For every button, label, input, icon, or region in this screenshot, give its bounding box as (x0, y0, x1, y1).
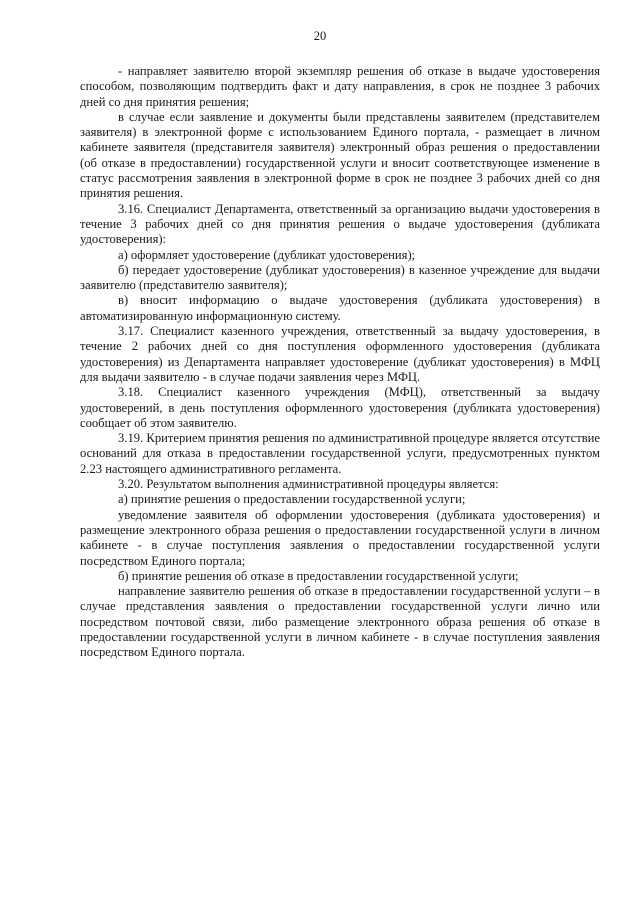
paragraph: 3.18. Специалист казенного учреждения (МФЦ), ответственный за выдачу удостоверений, в день поступления оформленного удостоверения (дубликата удостоверения) сообщает об этом заявителю. (80, 385, 600, 430)
paragraph: 3.17. Специалист казенного учреждения, ответственный за выдачу удостоверения, в течение 2 рабочих дней со дня поступления оформленного удостоверения (дубликата удостоверения) из Департамента направляет удостоверение (дубликат удостоверения) в МФЦ для выдачи заявителю - в случае подачи заявления через МФЦ. (80, 324, 600, 384)
paragraph: 3.16. Специалист Департамента, ответственный за организацию выдачи удостоверения в течение 3 рабочих дней со дня принятия решения о выдаче удостоверения (дубликата удостоверения): (80, 201, 600, 247)
paragraph: а) принятие решения о предоставлении государственной услуги; (118, 492, 466, 507)
paragraph: а) оформляет удостоверение (дубликат удостоверения); (118, 247, 416, 262)
paragraph: уведомление заявителя об оформлении удостоверения (дубликата удостоверения) и размещение электронного образа решения о предоставлении государственной услуги в личном кабинете - в случае поступления заявления о предоставлении государственной услуги посредством Единого портала; (80, 507, 600, 568)
document-body (80, 64, 600, 661)
paragraph: в) вносит информацию о выдаче удостоверения (дубликата удостоверения) в автоматизированную информационную систему. (80, 293, 600, 323)
paragraph: 3.19. Критерием принятия решения по административной процедуре является отсутствие оснований для отказа в предоставлении государственной услуги, предусмотренных пунктом 2.23 настоящего административного регламента. (80, 431, 600, 476)
page-number: 20 (313, 29, 327, 43)
paragraph: б) принятие решения об отказе в предоставлении государственной услуги; (118, 568, 519, 583)
paragraph: - направляет заявителю второй экземпляр решения об отказе в выдаче удостоверения способом, позволяющим подтвердить факт и дату направления, в срок не позднее 3 рабочих дней со дня принятия решения; (80, 64, 600, 109)
paragraph: направление заявителю решения об отказе в предоставлении государственной услуги – в случае представления заявления о предоставлении государственной услуги лично или посредством почтовой связи, либо размещение электронного образа решения об отказе в предоставлении государственной услуги в личном кабинете - в случае поступления заявления посредством Единого портала. (80, 584, 600, 660)
paragraph: в случае если заявление и документы были представлены заявителем (представителем заявителя) в электронной форме с использованием Единого портала, - размещает в личном кабинете заявителя (представителя заявителя) электронный образ решения о предоставлении (об отказе в предоставлении) государственной услуги и вносит соответствующее изменение в статус рассмотрения заявления в электронной форме в срок не позднее 3 рабочих дней со дня принятия решения. (80, 109, 600, 201)
paragraph: б) передает удостоверение (дубликат удостоверения) в казенное учреждение для выдачи заявителю (представителю заявителя); (80, 262, 600, 293)
paragraph: 3.20. Результатом выполнения административной процедуры является: (118, 477, 499, 492)
